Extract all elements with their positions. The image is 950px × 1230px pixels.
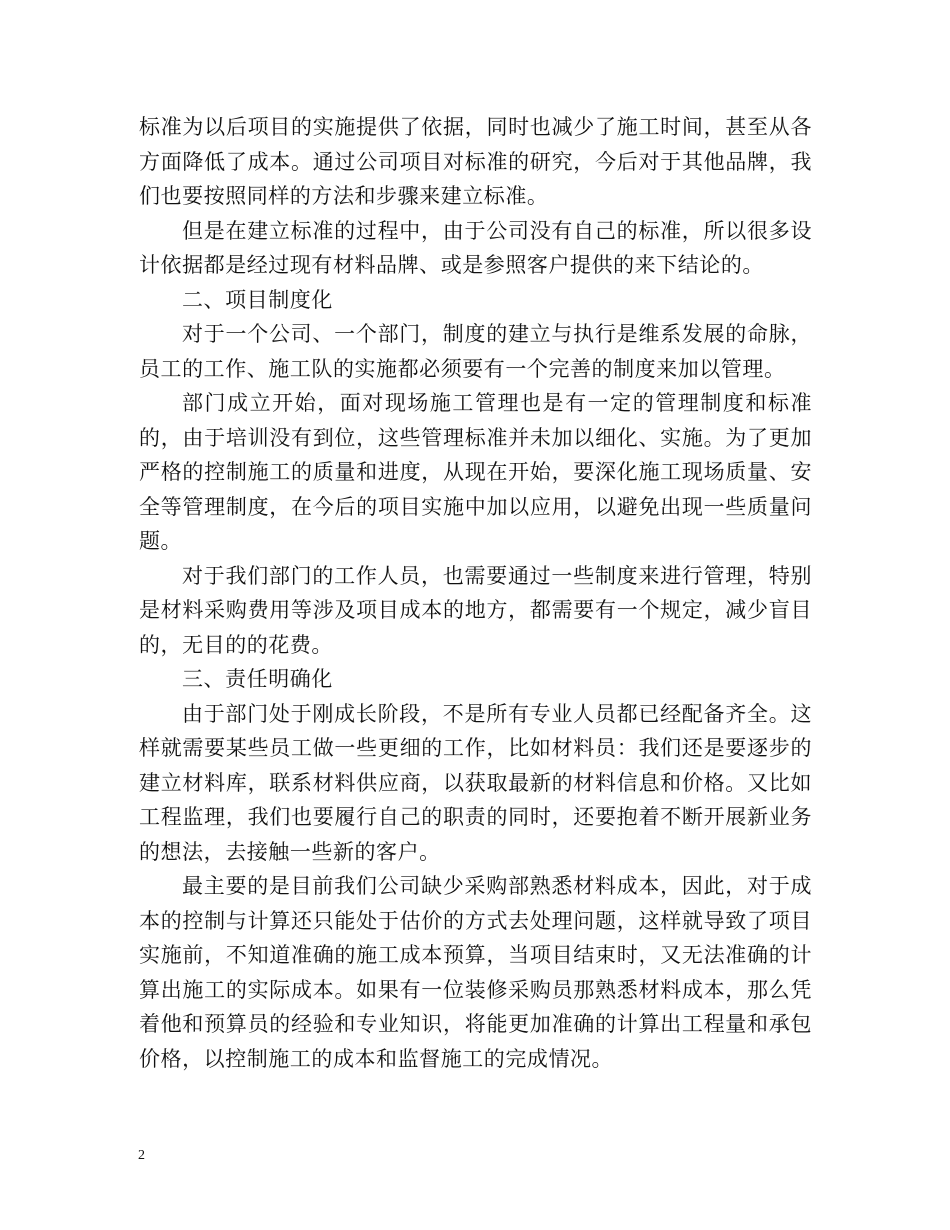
section-heading: 二、项目制度化 bbox=[182, 287, 333, 312]
paragraph: 由于部门处于刚成长阶段，不是所有专业人员都已经配备齐全。这样就需要某些员工做一些更细的工作，比如材料员：我们还是要逐步的建立材料库，联系材料供应商，以获取最新的材料信息和价格。又比如工程监理，我们也要履行自己的职责的同时，还要抱着不断开展新业务的想法，去接触一些新的客户。 bbox=[139, 701, 812, 864]
paragraph-continuation: 标准为以后项目的实施提供了依据，同时也减少了施工时间，甚至从各方面降低了成本。通过公司项目对标准的研究，今后对于其他品牌，我们也要按照同样的方法和步骤来建立标准。 bbox=[139, 115, 812, 208]
body-text bbox=[139, 110, 812, 1076]
page-number: 2 bbox=[138, 1148, 145, 1163]
paragraph: 最主要的是目前我们公司缺少采购部熟悉材料成本，因此，对于成本的控制与计算还只能处于估价的方式去处理问题，这样就导致了项目实施前，不知道准确的施工成本预算，当项目结束时，又无法准确的计算出施工的实际成本。如果有一位装修采购员那熟悉材料成本，那么凭着他和预算员的经验和专业知识，将能更加准确的计算出工程量和承包价格，以控制施工的成本和监督施工的完成情况。 bbox=[139, 874, 812, 1071]
paragraph: 但是在建立标准的过程中，由于公司没有自己的标准，所以很多设计依据都是经过现有材料品牌、或是参照客户提供的来下结论的。 bbox=[139, 218, 812, 277]
paragraph: 对于一个公司、一个部门，制度的建立与执行是维系发展的命脉，员工的工作、施工队的实施都必须要有一个完善的制度来加以管理。 bbox=[139, 322, 812, 381]
paragraph: 部门成立开始，面对现场施工管理也是有一定的管理制度和标准的，由于培训没有到位，这些管理标准并未加以细化、实施。为了更加严格的控制施工的质量和进度，从现在开始，要深化施工现场质量、安全等管理制度，在今后的项目实施中加以应用，以避免出现一些质量问题。 bbox=[139, 391, 812, 553]
paragraph: 对于我们部门的工作人员，也需要通过一些制度来进行管理，特别是材料采购费用等涉及项目成本的地方，都需要有一个规定，减少盲目的，无目的的花费。 bbox=[139, 563, 812, 657]
section-heading: 三、责任明确化 bbox=[182, 667, 333, 691]
